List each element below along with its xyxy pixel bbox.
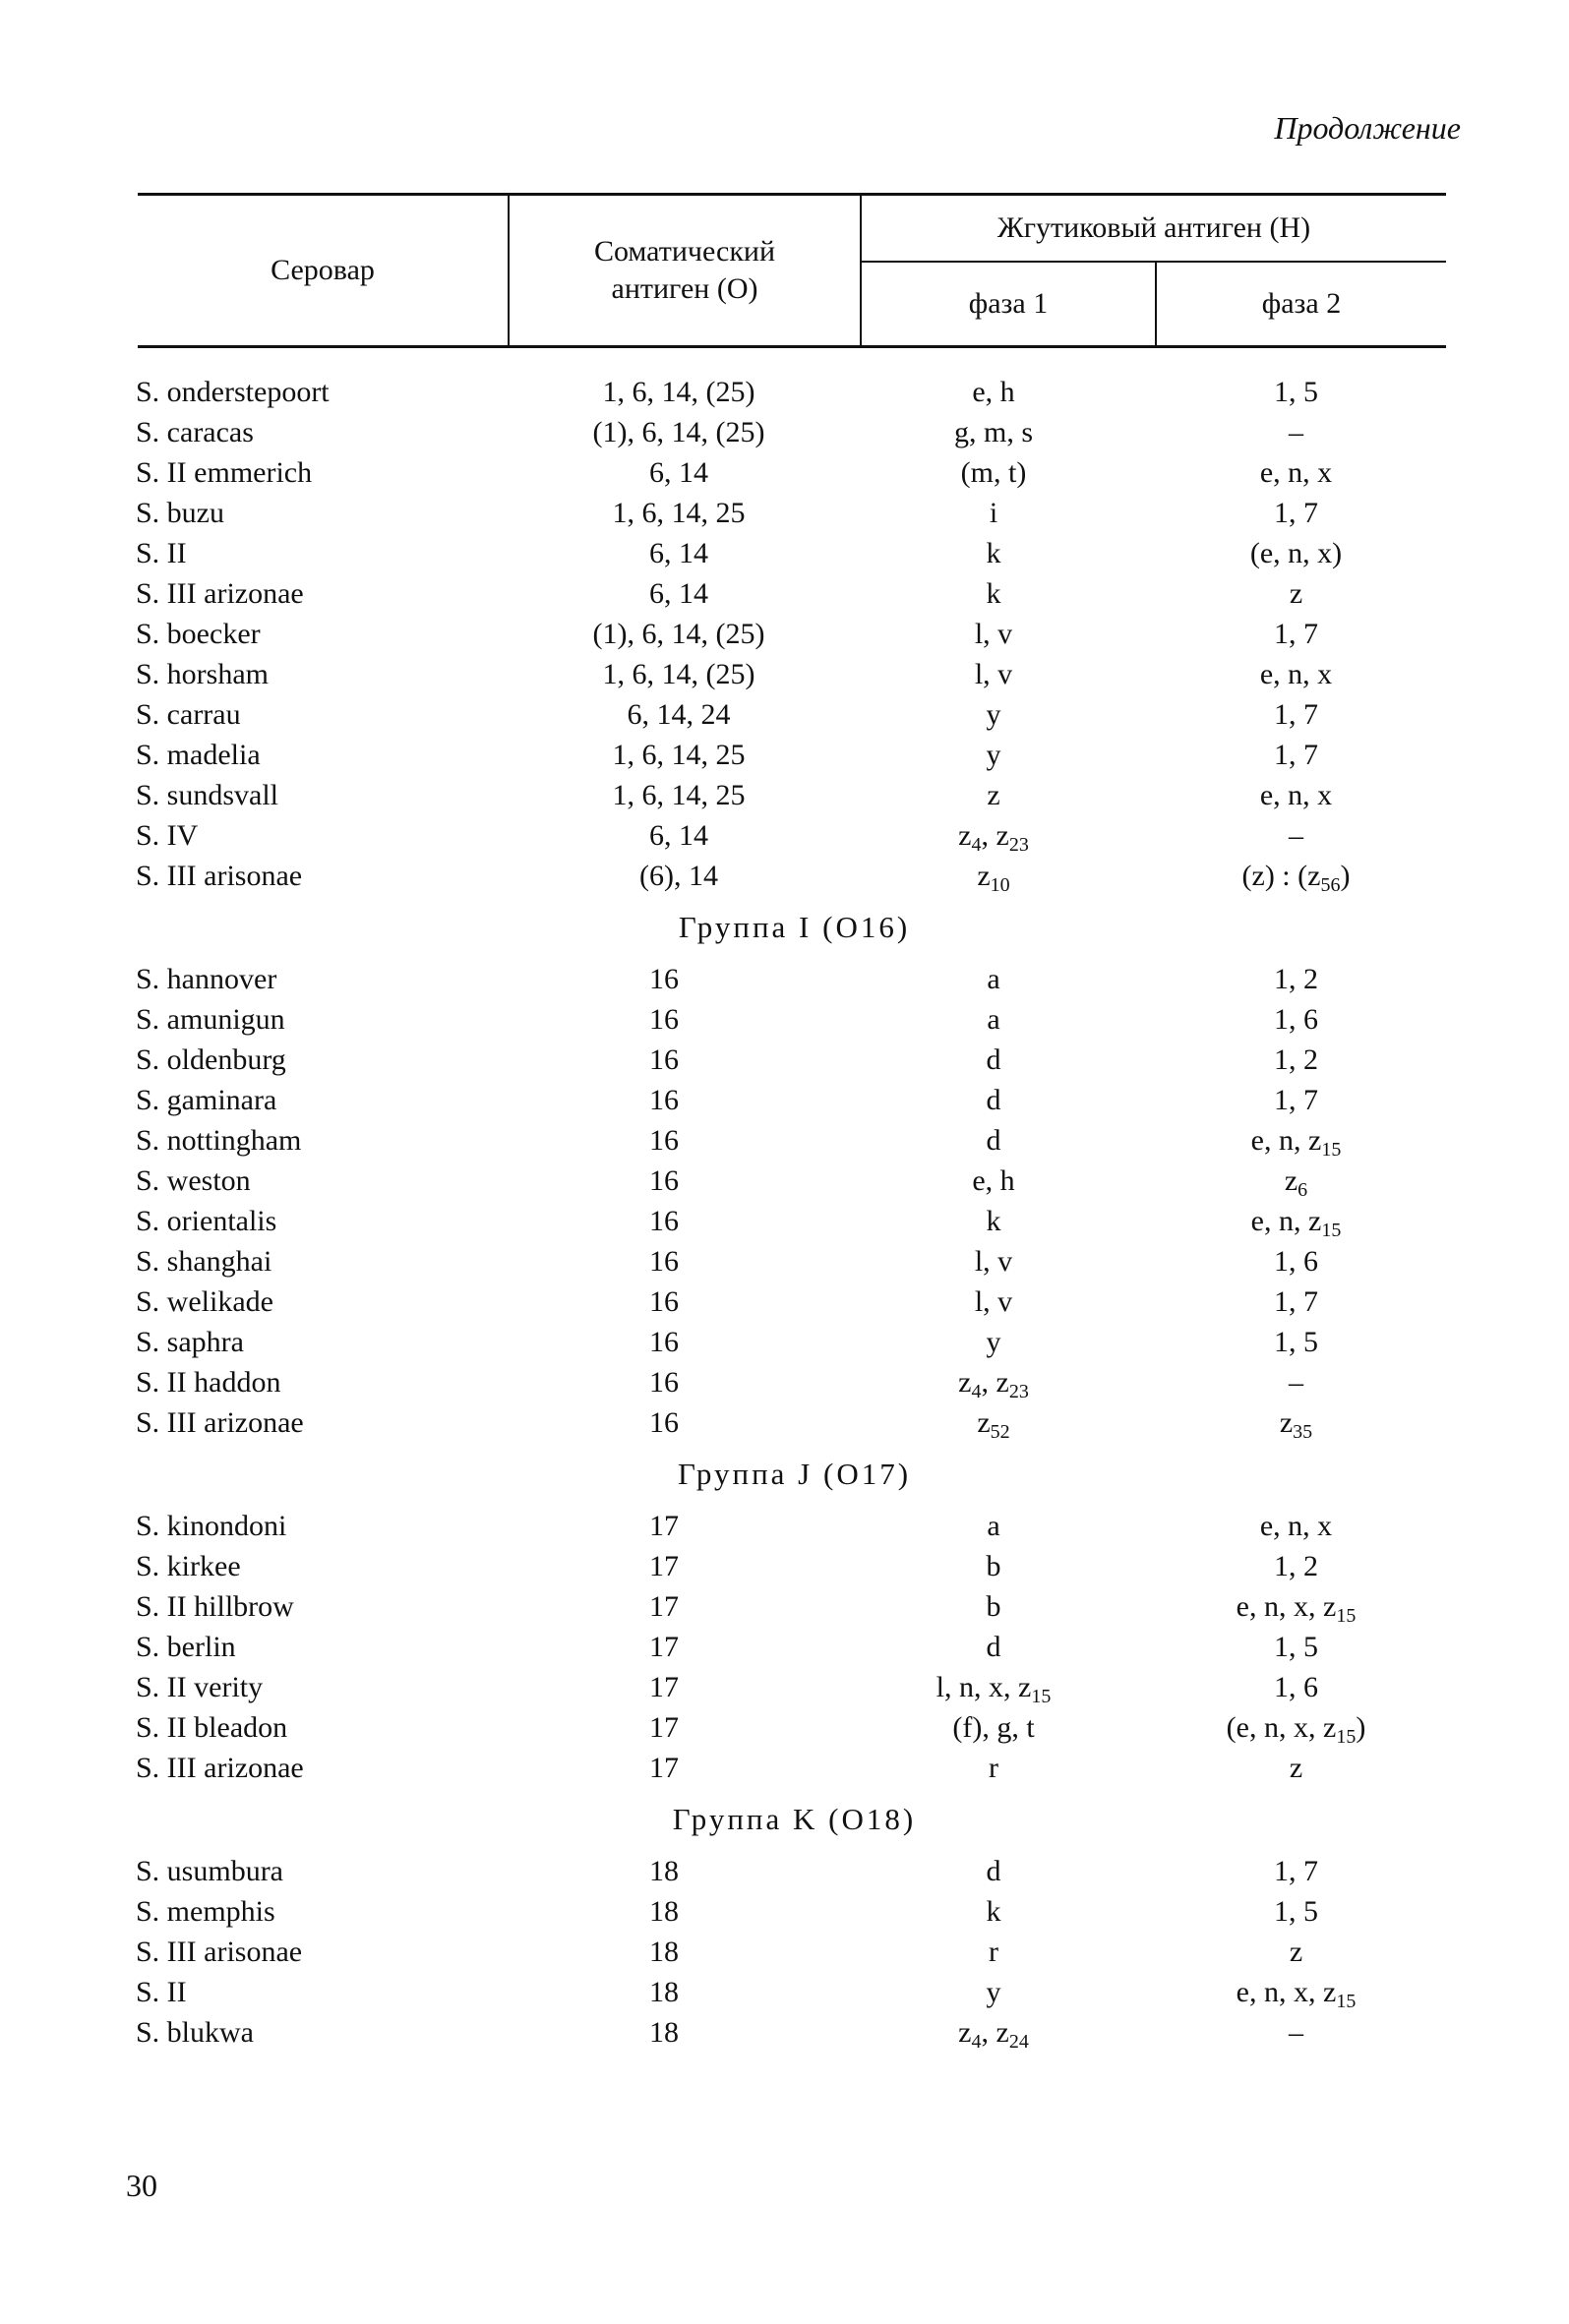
serovar-cell: S. madelia — [136, 739, 261, 771]
serovar-cell: S. II bleadon — [136, 1711, 288, 1744]
table-row — [0, 735, 1569, 775]
header-somatic-line1: Соматический — [593, 235, 776, 268]
table-row — [0, 1667, 1569, 1707]
phase2-cell: z — [1289, 1936, 1303, 1968]
phase1-cell: $z_4$, $z_{24}$ — [958, 2016, 1029, 2053]
phase2-cell: e, n, x — [1259, 779, 1333, 811]
continuation-label: Продолжение — [1274, 110, 1461, 146]
phase2-cell: 1, 6 — [1274, 1245, 1318, 1278]
phase2-cell: e, n, $z_{15}$ — [1250, 1124, 1342, 1161]
phase2-cell: 1, 6 — [1274, 1003, 1318, 1036]
phase1-cell: y — [986, 1976, 1001, 2008]
serovar-cell: S. III arisonae — [136, 1936, 303, 1968]
phase1-cell: r — [989, 1752, 998, 1784]
somatic-cell: 18 — [649, 1895, 679, 1928]
table-header — [138, 193, 1446, 348]
phase1-cell: k — [986, 1895, 1001, 1928]
serovar-cell: S. caracas — [136, 416, 254, 448]
phase1-cell: d — [986, 1855, 1001, 1887]
table-body — [0, 372, 1569, 2053]
serovar-cell: S. sundsvall — [136, 779, 279, 811]
somatic-cell: 17 — [649, 1671, 679, 1703]
table-row — [0, 412, 1569, 452]
table-row — [0, 815, 1569, 856]
serovar-cell: S. carrau — [136, 698, 241, 731]
somatic-cell: 16 — [649, 1124, 679, 1157]
phase2-cell: 1, 6 — [1274, 1671, 1318, 1703]
phase1-cell: d — [986, 1043, 1001, 1076]
phase1-cell: d — [986, 1631, 1001, 1663]
somatic-cell: 1, 6, 14, (25) — [602, 376, 755, 408]
phase2-cell: 1, 7 — [1274, 739, 1318, 771]
serovar-cell: S. onderstepoort — [136, 376, 330, 408]
phase2-cell: e, n, x — [1259, 456, 1333, 489]
phase1-cell: e, h — [972, 1164, 1015, 1197]
group-heading: Группа K (O18) — [672, 1802, 917, 1836]
somatic-cell: 16 — [649, 1205, 679, 1237]
phase1-cell: $z_4$, $z_{23}$ — [958, 1366, 1029, 1402]
serovar-cell: S. III arizonae — [136, 577, 304, 610]
somatic-cell: 16 — [649, 1043, 679, 1076]
somatic-cell: 16 — [649, 1245, 679, 1278]
table-row — [0, 1080, 1569, 1120]
table-row — [0, 1241, 1569, 1281]
phase2-cell: 1, 7 — [1274, 1855, 1318, 1887]
phase2-cell: e, n, $z_{15}$ — [1250, 1205, 1342, 1241]
serovar-cell: S. usumbura — [136, 1855, 283, 1887]
somatic-cell: 17 — [649, 1510, 679, 1542]
table-row — [0, 1627, 1569, 1667]
table-row — [0, 1546, 1569, 1586]
phase2-cell: (e, n, x, $z_{15}$) — [1226, 1711, 1366, 1748]
phase2-cell: 1, 7 — [1274, 698, 1318, 731]
serovar-cell: S. berlin — [136, 1631, 236, 1663]
somatic-cell: 18 — [649, 1976, 679, 2008]
somatic-cell: 17 — [649, 1590, 679, 1623]
serovar-cell: S. II emmerich — [136, 456, 313, 489]
table-row — [0, 694, 1569, 735]
phase2-cell: e, n, x, $z_{15}$ — [1236, 1976, 1357, 2012]
phase1-cell: l, v — [974, 658, 1013, 690]
phase1-cell: b — [986, 1590, 1001, 1623]
phase1-cell: a — [987, 963, 1000, 995]
table-row — [0, 1362, 1569, 1402]
somatic-cell: 6, 14 — [649, 537, 708, 569]
serovar-cell: S. II verity — [136, 1671, 264, 1703]
serovar-cell: S. blukwa — [136, 2016, 254, 2049]
table-row — [0, 999, 1569, 1040]
somatic-cell: 16 — [649, 1084, 679, 1116]
phase1-cell: k — [986, 537, 1001, 569]
phase2-cell: z — [1289, 577, 1303, 610]
phase2-cell: $z_{35}$ — [1279, 1406, 1313, 1443]
somatic-cell: 16 — [649, 1406, 679, 1439]
table-row — [0, 573, 1569, 614]
somatic-cell: 6, 14 — [649, 819, 708, 852]
table-row — [0, 533, 1569, 573]
phase1-cell: d — [986, 1124, 1001, 1157]
table-row — [0, 1972, 1569, 2012]
phase1-cell: z — [987, 779, 1000, 811]
phase1-cell: i — [989, 497, 998, 529]
somatic-cell: 16 — [649, 1326, 679, 1358]
phase2-cell: (e, n, x) — [1249, 537, 1343, 569]
table-row — [0, 1322, 1569, 1362]
phase2-cell: 1, 5 — [1274, 1326, 1318, 1358]
phase2-cell: 1, 5 — [1274, 1895, 1318, 1928]
serovar-cell: S. gaminara — [136, 1084, 277, 1116]
somatic-cell: 18 — [649, 1936, 679, 1968]
serovar-cell: S. nottingham — [136, 1124, 302, 1157]
somatic-cell: 1, 6, 14, 25 — [612, 779, 746, 811]
table-row — [0, 1120, 1569, 1161]
phase1-cell: $z_4$, $z_{23}$ — [958, 819, 1029, 856]
phase2-cell: – — [1289, 416, 1303, 448]
header-serovar: Серовар — [271, 254, 375, 286]
phase1-cell: l, n, x, $z_{15}$ — [935, 1671, 1052, 1707]
somatic-cell: (1), 6, 14, (25) — [592, 618, 765, 650]
phase1-cell: d — [986, 1084, 1001, 1116]
serovar-cell: S. III arizonae — [136, 1752, 304, 1784]
group-heading: Группа J (O17) — [677, 1457, 912, 1491]
page-number: 30 — [126, 2168, 157, 2203]
table-row — [0, 1161, 1569, 1201]
phase2-cell: – — [1289, 1366, 1303, 1399]
serovar-cell: S. horsham — [136, 658, 269, 690]
somatic-cell: 6, 14 — [649, 577, 708, 610]
phase1-cell: (f), g, t — [952, 1711, 1035, 1744]
group-heading: Группа I (O16) — [678, 910, 911, 944]
table-row — [0, 372, 1569, 412]
somatic-cell: 1, 6, 14, 25 — [612, 739, 746, 771]
somatic-cell: 16 — [649, 963, 679, 995]
serovar-cell: S. oldenburg — [136, 1043, 286, 1076]
somatic-cell: 1, 6, 14, 25 — [612, 497, 746, 529]
table-row — [0, 1748, 1569, 1788]
phase1-cell: y — [986, 698, 1001, 731]
phase2-cell: – — [1289, 2016, 1303, 2049]
table-row — [0, 1932, 1569, 1972]
header-somatic-line2: антиген (O) — [611, 272, 758, 305]
table-row — [0, 1851, 1569, 1891]
header-phase1: фаза 1 — [968, 287, 1049, 320]
table-row — [0, 1586, 1569, 1627]
phase1-cell: g, m, s — [953, 416, 1033, 448]
phase2-cell: (z) : $(z_{56})$ — [1241, 860, 1351, 896]
somatic-cell: 6, 14 — [649, 456, 708, 489]
serovar-cell: S. amunigun — [136, 1003, 285, 1036]
table-row — [0, 493, 1569, 533]
phase2-cell: 1, 2 — [1274, 1550, 1318, 1582]
phase2-cell: 1, 5 — [1274, 376, 1318, 408]
phase1-cell: a — [987, 1003, 1000, 1036]
phase2-cell: – — [1289, 819, 1303, 852]
phase1-cell: y — [986, 739, 1001, 771]
phase2-cell: $z_6$ — [1284, 1164, 1308, 1201]
table-row — [0, 1040, 1569, 1080]
table-row — [0, 452, 1569, 493]
phase2-cell: 1, 7 — [1274, 1285, 1318, 1318]
somatic-cell: 16 — [649, 1003, 679, 1036]
serovar-cell: S. orientalis — [136, 1205, 277, 1237]
phase1-cell: y — [986, 1326, 1001, 1358]
phase1-cell: l, v — [974, 1245, 1013, 1278]
somatic-cell: 16 — [649, 1285, 679, 1318]
serovar-cell: S. buzu — [136, 497, 224, 529]
phase2-cell: e, n, x, $z_{15}$ — [1236, 1590, 1357, 1627]
serovar-cell: S. shanghai — [136, 1245, 272, 1278]
somatic-cell: 6, 14, 24 — [627, 698, 731, 731]
phase1-cell: $z_{10}$ — [977, 860, 1010, 896]
phase1-cell: r — [989, 1936, 998, 1968]
serovar-cell: S. II haddon — [136, 1366, 281, 1399]
table-row — [0, 775, 1569, 815]
header-phase2: фаза 2 — [1261, 287, 1342, 320]
serovar-cell: S. kirkee — [136, 1550, 241, 1582]
table-row — [0, 959, 1569, 999]
serovar-cell: S. weston — [136, 1164, 251, 1197]
table-row — [0, 1402, 1569, 1443]
somatic-cell: 18 — [649, 1855, 679, 1887]
phase1-cell: e, h — [972, 376, 1015, 408]
phase2-cell: e, n, x — [1259, 658, 1333, 690]
phase2-cell: 1, 2 — [1274, 963, 1318, 995]
somatic-cell: 18 — [649, 2016, 679, 2049]
phase1-cell: $z_{52}$ — [977, 1406, 1010, 1443]
table-row — [0, 1707, 1569, 1748]
phase2-cell: 1, 7 — [1274, 497, 1318, 529]
serovar-cell: S. welikade — [136, 1285, 273, 1318]
phase2-cell: 1, 2 — [1274, 1043, 1318, 1076]
serovar-cell: S. boecker — [136, 618, 261, 650]
somatic-cell: 16 — [649, 1366, 679, 1399]
header-somatic — [510, 196, 860, 345]
table-row — [0, 614, 1569, 654]
somatic-cell: (6), 14 — [639, 860, 718, 892]
serovar-cell: S. memphis — [136, 1895, 275, 1928]
phase2-cell: 1, 7 — [1274, 618, 1318, 650]
phase1-cell: (m, t) — [960, 456, 1027, 489]
serovar-cell: S. III arizonae — [136, 1406, 304, 1439]
phase1-cell: a — [987, 1510, 1000, 1542]
serovar-cell: S. kinondoni — [136, 1510, 287, 1542]
somatic-cell: 17 — [649, 1550, 679, 1582]
somatic-cell: 17 — [649, 1752, 679, 1784]
table-row — [0, 1281, 1569, 1322]
phase1-cell: l, v — [974, 618, 1013, 650]
serovar-cell: S. III arisonae — [136, 860, 303, 892]
phase2-cell: 1, 7 — [1274, 1084, 1318, 1116]
serovar-cell: S. II — [136, 1976, 187, 2008]
phase1-cell: b — [986, 1550, 1001, 1582]
table-row — [0, 2012, 1569, 2053]
somatic-cell: (1), 6, 14, (25) — [592, 416, 765, 448]
phase2-cell: z — [1289, 1752, 1303, 1784]
somatic-cell: 17 — [649, 1631, 679, 1663]
phase1-cell: k — [986, 1205, 1001, 1237]
phase2-cell: 1, 5 — [1274, 1631, 1318, 1663]
phase1-cell: k — [986, 577, 1001, 610]
somatic-cell: 16 — [649, 1164, 679, 1197]
table-row — [0, 654, 1569, 694]
phase2-cell: e, n, x — [1259, 1510, 1333, 1542]
somatic-cell: 17 — [649, 1711, 679, 1744]
serovar-cell: S. II hillbrow — [136, 1590, 294, 1623]
table-row — [0, 1506, 1569, 1546]
serovar-cell: S. IV — [136, 819, 199, 852]
table-row — [0, 856, 1569, 896]
somatic-cell: 1, 6, 14, (25) — [602, 658, 755, 690]
serovar-cell: S. saphra — [136, 1326, 244, 1358]
table-row — [0, 1201, 1569, 1241]
serovar-cell: S. hannover — [136, 963, 277, 995]
serovar-cell: S. II — [136, 537, 187, 569]
phase1-cell: l, v — [974, 1285, 1013, 1318]
header-flagellar: Жгутиковый антиген (H) — [996, 211, 1311, 244]
table-row — [0, 1891, 1569, 1932]
